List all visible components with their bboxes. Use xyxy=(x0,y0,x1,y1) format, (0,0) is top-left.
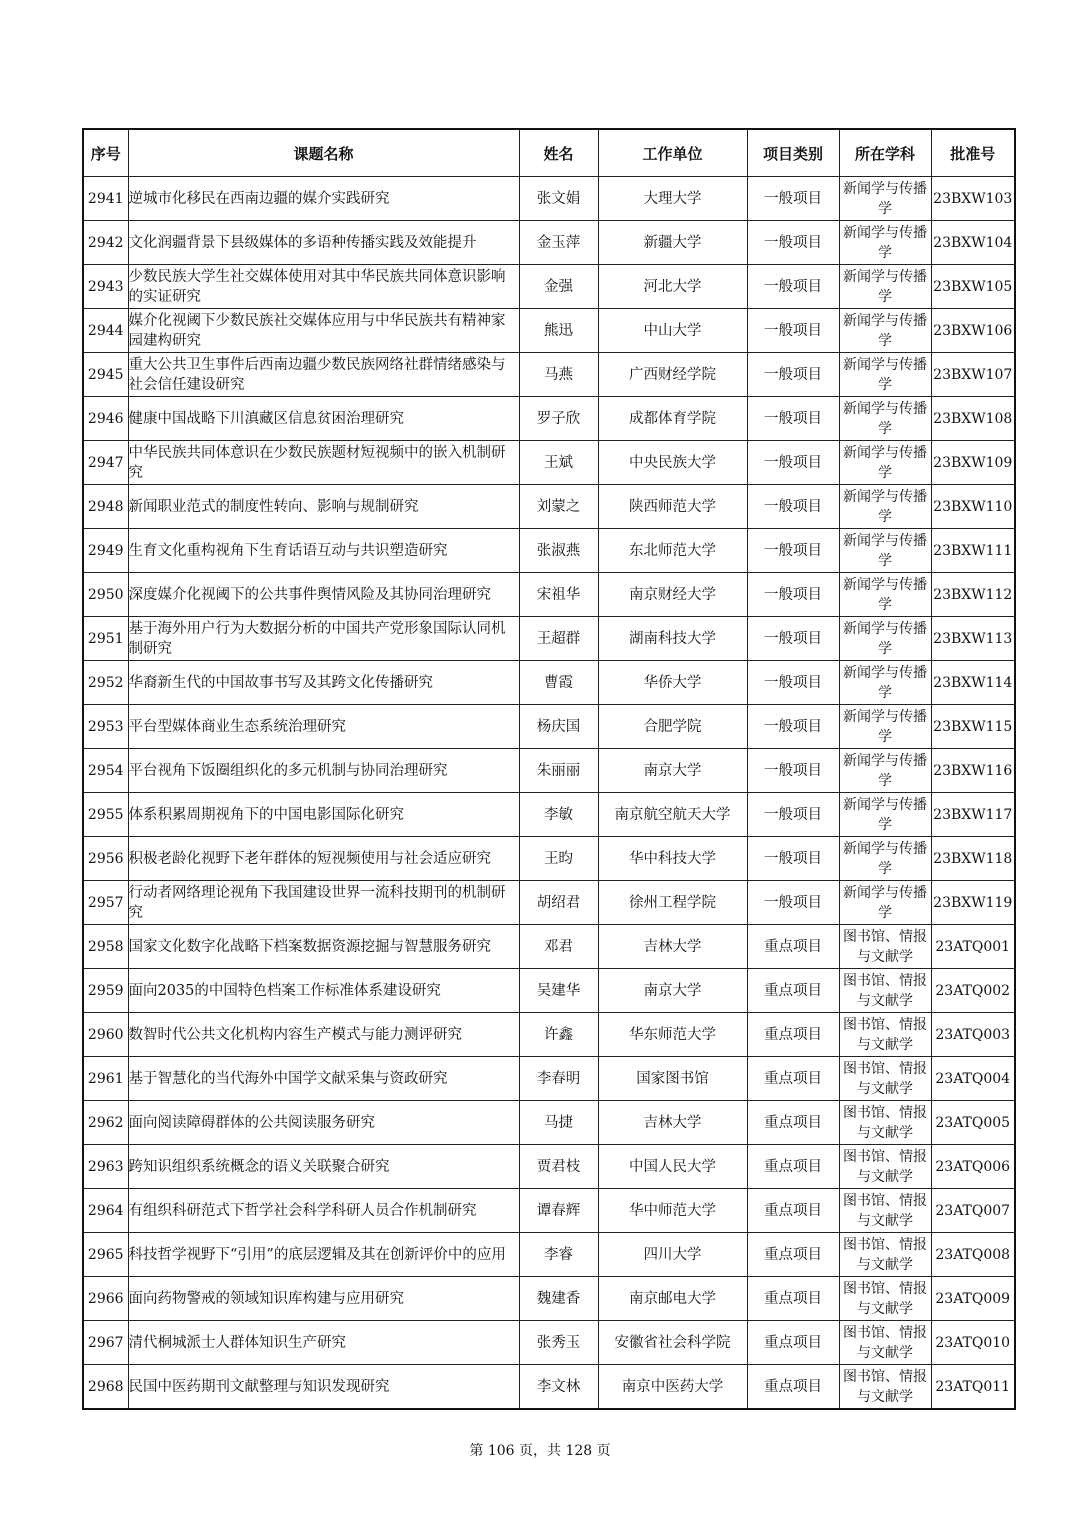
row-index: 2942 xyxy=(83,221,128,265)
subject: 新闻学与传播学 xyxy=(839,441,931,485)
row-index: 2946 xyxy=(83,397,128,441)
row-index: 2951 xyxy=(83,617,128,661)
table-row xyxy=(83,221,1015,265)
project-category: 重点项目 xyxy=(747,1321,839,1365)
subject: 新闻学与传播学 xyxy=(839,837,931,881)
project-title: 华裔新生代的中国故事书写及其跨文化传播研究 xyxy=(128,661,519,705)
header-title: 课题名称 xyxy=(128,129,519,177)
work-unit: 广西财经学院 xyxy=(598,353,747,397)
project-title: 面向阅读障碍群体的公共阅读服务研究 xyxy=(128,1101,519,1145)
subject: 新闻学与传播学 xyxy=(839,793,931,837)
applicant-name: 胡绍君 xyxy=(519,881,598,925)
approval-code: 23BXW111 xyxy=(931,529,1015,573)
subject: 图书馆、情报与文献学 xyxy=(839,1189,931,1233)
project-category: 重点项目 xyxy=(747,1145,839,1189)
project-title: 清代桐城派士人群体知识生产研究 xyxy=(128,1321,519,1365)
table-row xyxy=(83,353,1015,397)
table-row xyxy=(83,309,1015,353)
page-footer: 第 106 页，共 128 页 xyxy=(469,1443,611,1459)
project-title: 跨知识组织系统概念的语义关联聚合研究 xyxy=(128,1145,519,1189)
project-title: 面向药物警戒的领域知识库构建与应用研究 xyxy=(128,1277,519,1321)
applicant-name: 张秀玉 xyxy=(519,1321,598,1365)
work-unit: 大理大学 xyxy=(598,177,747,221)
subject: 新闻学与传播学 xyxy=(839,309,931,353)
header-unit: 工作单位 xyxy=(598,129,747,177)
approval-code: 23BXW113 xyxy=(931,617,1015,661)
subject: 图书馆、情报与文献学 xyxy=(839,1145,931,1189)
subject: 新闻学与传播学 xyxy=(839,617,931,661)
work-unit: 南京大学 xyxy=(598,749,747,793)
work-unit: 湖南科技大学 xyxy=(598,617,747,661)
subject: 图书馆、情报与文献学 xyxy=(839,1321,931,1365)
work-unit: 成都体育学院 xyxy=(598,397,747,441)
applicant-name: 宋祖华 xyxy=(519,573,598,617)
applicant-name: 许鑫 xyxy=(519,1013,598,1057)
project-title: 健康中国战略下川滇藏区信息贫困治理研究 xyxy=(128,397,519,441)
approval-code: 23BXW110 xyxy=(931,485,1015,529)
table-row xyxy=(83,1013,1015,1057)
project-category: 一般项目 xyxy=(747,177,839,221)
project-category: 一般项目 xyxy=(747,573,839,617)
project-category: 一般项目 xyxy=(747,529,839,573)
table-row xyxy=(83,1189,1015,1233)
approval-code: 23BXW116 xyxy=(931,749,1015,793)
subject: 图书馆、情报与文献学 xyxy=(839,1233,931,1277)
row-index: 2945 xyxy=(83,353,128,397)
subject: 新闻学与传播学 xyxy=(839,485,931,529)
table-header-row xyxy=(83,129,1015,177)
subject: 新闻学与传播学 xyxy=(839,265,931,309)
work-unit: 中国人民大学 xyxy=(598,1145,747,1189)
applicant-name: 金强 xyxy=(519,265,598,309)
project-title: 国家文化数字化战略下档案数据资源挖掘与智慧服务研究 xyxy=(128,925,519,969)
applicant-name: 魏建香 xyxy=(519,1277,598,1321)
project-category: 重点项目 xyxy=(747,1365,839,1410)
approval-code: 23ATQ011 xyxy=(931,1365,1015,1410)
row-index: 2948 xyxy=(83,485,128,529)
row-index: 2959 xyxy=(83,969,128,1013)
table-row xyxy=(83,1233,1015,1277)
header-code: 批准号 xyxy=(931,129,1015,177)
work-unit: 河北大学 xyxy=(598,265,747,309)
project-category: 一般项目 xyxy=(747,793,839,837)
table-row xyxy=(83,1057,1015,1101)
work-unit: 东北师范大学 xyxy=(598,529,747,573)
table-row xyxy=(83,661,1015,705)
table-row xyxy=(83,1365,1015,1410)
project-category: 重点项目 xyxy=(747,925,839,969)
table-row xyxy=(83,705,1015,749)
approval-code: 23BXW105 xyxy=(931,265,1015,309)
project-category: 一般项目 xyxy=(747,309,839,353)
table-row xyxy=(83,1101,1015,1145)
approval-code: 23ATQ007 xyxy=(931,1189,1015,1233)
subject: 新闻学与传播学 xyxy=(839,661,931,705)
subject: 图书馆、情报与文献学 xyxy=(839,969,931,1013)
work-unit: 南京航空航天大学 xyxy=(598,793,747,837)
table-row xyxy=(83,397,1015,441)
subject: 新闻学与传播学 xyxy=(839,353,931,397)
table-row xyxy=(83,925,1015,969)
row-index: 2957 xyxy=(83,881,128,925)
project-category: 一般项目 xyxy=(747,221,839,265)
table-row xyxy=(83,1321,1015,1365)
approval-code: 23BXW104 xyxy=(931,221,1015,265)
applicant-name: 王昀 xyxy=(519,837,598,881)
row-index: 2962 xyxy=(83,1101,128,1145)
applicant-name: 张淑燕 xyxy=(519,529,598,573)
table-row xyxy=(83,881,1015,925)
project-title: 媒介化视阈下少数民族社交媒体应用与中华民族共有精神家园建构研究 xyxy=(128,309,519,353)
table-row xyxy=(83,837,1015,881)
approval-code: 23ATQ005 xyxy=(931,1101,1015,1145)
row-index: 2953 xyxy=(83,705,128,749)
work-unit: 华中师范大学 xyxy=(598,1189,747,1233)
applicant-name: 吴建华 xyxy=(519,969,598,1013)
row-index: 2949 xyxy=(83,529,128,573)
work-unit: 南京财经大学 xyxy=(598,573,747,617)
table-row xyxy=(83,617,1015,661)
table-row xyxy=(83,749,1015,793)
header-index: 序号 xyxy=(83,129,128,177)
project-category: 一般项目 xyxy=(747,397,839,441)
project-title: 民国中医药期刊文献整理与知识发现研究 xyxy=(128,1365,519,1410)
work-unit: 新疆大学 xyxy=(598,221,747,265)
table-row xyxy=(83,485,1015,529)
project-title: 面向2035的中国特色档案工作标准体系建设研究 xyxy=(128,969,519,1013)
table-row xyxy=(83,969,1015,1013)
applicant-name: 李敏 xyxy=(519,793,598,837)
applicant-name: 李文林 xyxy=(519,1365,598,1410)
approval-code: 23ATQ009 xyxy=(931,1277,1015,1321)
project-category: 一般项目 xyxy=(747,353,839,397)
table-row xyxy=(83,573,1015,617)
applicant-name: 曹霞 xyxy=(519,661,598,705)
work-unit: 吉林大学 xyxy=(598,1101,747,1145)
table-row xyxy=(83,793,1015,837)
project-title: 文化润疆背景下县级媒体的多语种传播实践及效能提升 xyxy=(128,221,519,265)
subject: 新闻学与传播学 xyxy=(839,397,931,441)
project-category: 重点项目 xyxy=(747,1233,839,1277)
row-index: 2960 xyxy=(83,1013,128,1057)
project-category: 一般项目 xyxy=(747,749,839,793)
approval-code: 23BXW103 xyxy=(931,177,1015,221)
row-index: 2967 xyxy=(83,1321,128,1365)
project-table xyxy=(82,128,1016,1410)
applicant-name: 熊迅 xyxy=(519,309,598,353)
table-row xyxy=(83,529,1015,573)
project-category: 重点项目 xyxy=(747,1101,839,1145)
table-row xyxy=(83,265,1015,309)
project-title: 有组织科研范式下哲学社会科学科研人员合作机制研究 xyxy=(128,1189,519,1233)
applicant-name: 张文娟 xyxy=(519,177,598,221)
table-body xyxy=(83,177,1015,1410)
row-index: 2943 xyxy=(83,265,128,309)
applicant-name: 罗子欣 xyxy=(519,397,598,441)
subject: 图书馆、情报与文献学 xyxy=(839,1277,931,1321)
row-index: 2964 xyxy=(83,1189,128,1233)
work-unit: 华中科技大学 xyxy=(598,837,747,881)
applicant-name: 邓君 xyxy=(519,925,598,969)
subject: 新闻学与传播学 xyxy=(839,705,931,749)
project-title: 平台视角下饭圈组织化的多元机制与协同治理研究 xyxy=(128,749,519,793)
work-unit: 吉林大学 xyxy=(598,925,747,969)
approval-code: 23BXW119 xyxy=(931,881,1015,925)
subject: 新闻学与传播学 xyxy=(839,881,931,925)
applicant-name: 朱丽丽 xyxy=(519,749,598,793)
project-title: 少数民族大学生社交媒体使用对其中华民族共同体意识影响的实证研究 xyxy=(128,265,519,309)
project-category: 重点项目 xyxy=(747,1189,839,1233)
project-title: 新闻职业范式的制度性转向、影响与规制研究 xyxy=(128,485,519,529)
project-category: 一般项目 xyxy=(747,837,839,881)
applicant-name: 杨庆国 xyxy=(519,705,598,749)
approval-code: 23BXW109 xyxy=(931,441,1015,485)
approval-code: 23ATQ001 xyxy=(931,925,1015,969)
project-title: 体系积累周期视角下的中国电影国际化研究 xyxy=(128,793,519,837)
applicant-name: 刘蒙之 xyxy=(519,485,598,529)
work-unit: 华侨大学 xyxy=(598,661,747,705)
approval-code: 23ATQ010 xyxy=(931,1321,1015,1365)
project-category: 重点项目 xyxy=(747,969,839,1013)
project-title: 逆城市化移民在西南边疆的媒介实践研究 xyxy=(128,177,519,221)
row-index: 2954 xyxy=(83,749,128,793)
project-category: 重点项目 xyxy=(747,1277,839,1321)
applicant-name: 金玉萍 xyxy=(519,221,598,265)
row-index: 2955 xyxy=(83,793,128,837)
approval-code: 23ATQ004 xyxy=(931,1057,1015,1101)
project-category: 一般项目 xyxy=(747,881,839,925)
project-category: 一般项目 xyxy=(747,265,839,309)
work-unit: 安徽省社会科学院 xyxy=(598,1321,747,1365)
table-row xyxy=(83,1277,1015,1321)
table-row xyxy=(83,441,1015,485)
row-index: 2944 xyxy=(83,309,128,353)
work-unit: 徐州工程学院 xyxy=(598,881,747,925)
approval-code: 23ATQ002 xyxy=(931,969,1015,1013)
applicant-name: 李睿 xyxy=(519,1233,598,1277)
row-index: 2956 xyxy=(83,837,128,881)
project-title: 深度媒介化视阈下的公共事件舆情风险及其协同治理研究 xyxy=(128,573,519,617)
project-title: 积极老龄化视野下老年群体的短视频使用与社会适应研究 xyxy=(128,837,519,881)
work-unit: 陕西师范大学 xyxy=(598,485,747,529)
subject: 图书馆、情报与文献学 xyxy=(839,1365,931,1410)
applicant-name: 王斌 xyxy=(519,441,598,485)
subject: 图书馆、情报与文献学 xyxy=(839,1101,931,1145)
header-name: 姓名 xyxy=(519,129,598,177)
applicant-name: 王超群 xyxy=(519,617,598,661)
subject: 新闻学与传播学 xyxy=(839,573,931,617)
row-index: 2965 xyxy=(83,1233,128,1277)
subject: 新闻学与传播学 xyxy=(839,749,931,793)
table-row xyxy=(83,1145,1015,1189)
approval-code: 23ATQ006 xyxy=(931,1145,1015,1189)
row-index: 2966 xyxy=(83,1277,128,1321)
approval-code: 23BXW114 xyxy=(931,661,1015,705)
project-category: 一般项目 xyxy=(747,617,839,661)
approval-code: 23ATQ008 xyxy=(931,1233,1015,1277)
header-category: 项目类别 xyxy=(747,129,839,177)
subject: 图书馆、情报与文献学 xyxy=(839,1057,931,1101)
project-category: 一般项目 xyxy=(747,705,839,749)
project-category: 一般项目 xyxy=(747,441,839,485)
subject: 新闻学与传播学 xyxy=(839,221,931,265)
work-unit: 南京大学 xyxy=(598,969,747,1013)
applicant-name: 贾君枝 xyxy=(519,1145,598,1189)
project-category: 一般项目 xyxy=(747,485,839,529)
approval-code: 23BXW106 xyxy=(931,309,1015,353)
project-title: 数智时代公共文化机构内容生产模式与能力测评研究 xyxy=(128,1013,519,1057)
row-index: 2947 xyxy=(83,441,128,485)
row-index: 2941 xyxy=(83,177,128,221)
project-title: 行动者网络理论视角下我国建设世界一流科技期刊的机制研究 xyxy=(128,881,519,925)
subject: 新闻学与传播学 xyxy=(839,177,931,221)
work-unit: 中山大学 xyxy=(598,309,747,353)
work-unit: 合肥学院 xyxy=(598,705,747,749)
subject: 图书馆、情报与文献学 xyxy=(839,1013,931,1057)
approval-code: 23ATQ003 xyxy=(931,1013,1015,1057)
subject: 新闻学与传播学 xyxy=(839,529,931,573)
project-category: 重点项目 xyxy=(747,1013,839,1057)
applicant-name: 马捷 xyxy=(519,1101,598,1145)
row-index: 2950 xyxy=(83,573,128,617)
project-title: 重大公共卫生事件后西南边疆少数民族网络社群情绪感染与社会信任建设研究 xyxy=(128,353,519,397)
approval-code: 23BXW107 xyxy=(931,353,1015,397)
work-unit: 华东师范大学 xyxy=(598,1013,747,1057)
work-unit: 南京中医药大学 xyxy=(598,1365,747,1410)
work-unit: 中央民族大学 xyxy=(598,441,747,485)
project-category: 一般项目 xyxy=(747,661,839,705)
project-title: 基于智慧化的当代海外中国学文献采集与资政研究 xyxy=(128,1057,519,1101)
row-index: 2968 xyxy=(83,1365,128,1410)
work-unit: 四川大学 xyxy=(598,1233,747,1277)
approval-code: 23BXW115 xyxy=(931,705,1015,749)
row-index: 2952 xyxy=(83,661,128,705)
project-title: 基于海外用户行为大数据分析的中国共产党形象国际认同机制研究 xyxy=(128,617,519,661)
project-title: 中华民族共同体意识在少数民族题材短视频中的嵌入机制研究 xyxy=(128,441,519,485)
row-index: 2958 xyxy=(83,925,128,969)
approval-code: 23BXW112 xyxy=(931,573,1015,617)
work-unit: 南京邮电大学 xyxy=(598,1277,747,1321)
project-title: 生育文化重构视角下生育话语互动与共识塑造研究 xyxy=(128,529,519,573)
row-index: 2963 xyxy=(83,1145,128,1189)
applicant-name: 谭春辉 xyxy=(519,1189,598,1233)
project-category: 重点项目 xyxy=(747,1057,839,1101)
applicant-name: 马燕 xyxy=(519,353,598,397)
project-title: 平台型媒体商业生态系统治理研究 xyxy=(128,705,519,749)
approval-code: 23BXW108 xyxy=(931,397,1015,441)
approval-code: 23BXW118 xyxy=(931,837,1015,881)
applicant-name: 李春明 xyxy=(519,1057,598,1101)
project-title: 科技哲学视野下“引用”的底层逻辑及其在创新评价中的应用 xyxy=(128,1233,519,1277)
subject: 图书馆、情报与文献学 xyxy=(839,925,931,969)
row-index: 2961 xyxy=(83,1057,128,1101)
approval-code: 23BXW117 xyxy=(931,793,1015,837)
table-row xyxy=(83,177,1015,221)
work-unit: 国家图书馆 xyxy=(598,1057,747,1101)
header-subject: 所在学科 xyxy=(839,129,931,177)
